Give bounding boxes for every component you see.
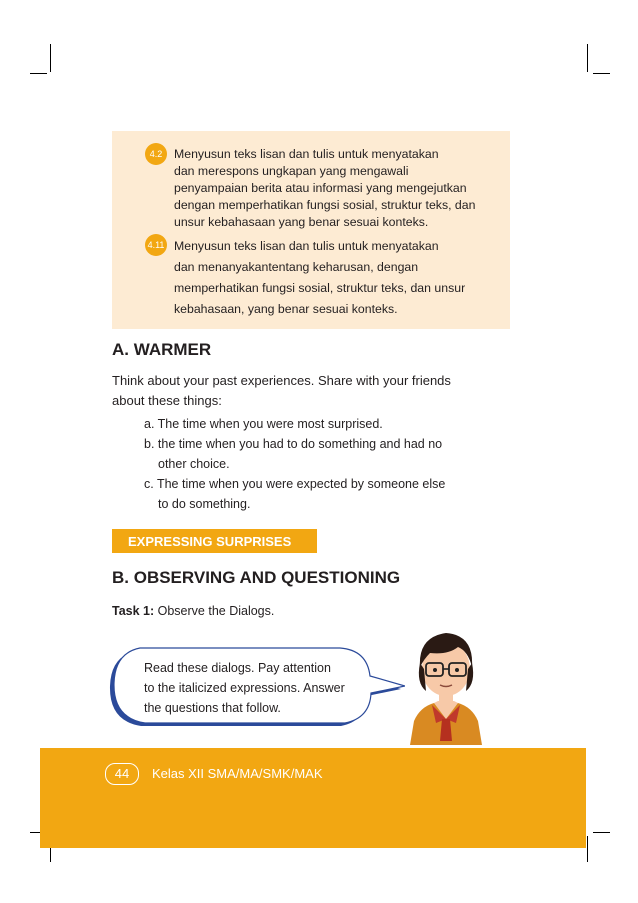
task-instruction [112, 604, 274, 618]
competency-badge: 4.11 [145, 234, 167, 256]
crop-mark [593, 73, 610, 74]
competency-text: Menyusun teks lisan dan tulis untuk menyatakan dan menanyakantentang keharusan, dengan memperhatikan fungsi sosial, struktur teks, dan unsur kebahasaan, yang benar sesuai konteks. [174, 239, 466, 316]
crop-mark [593, 832, 610, 833]
page-number: 44 [105, 763, 139, 785]
teacher-avatar [404, 623, 488, 745]
competency-item [146, 143, 502, 233]
list-item: c. The time when you were expected by someone else [144, 477, 446, 491]
expressing-surprises-label: EXPRESSING SURPRISES [112, 529, 317, 553]
list-item: b. the time when you had to do something and had no [144, 437, 443, 451]
competency-item [146, 234, 502, 324]
competency-box [112, 131, 510, 329]
warmer-intro: Think about your past experiences. Share with your friends about these things: [112, 373, 451, 408]
crop-mark [587, 836, 588, 862]
competency-badge: 4.2 [145, 143, 167, 165]
section-heading-warmer: A. WARMER [112, 340, 212, 359]
task-text: Observe the Dialogs. [154, 604, 275, 618]
page-footer [40, 748, 586, 848]
crop-mark [30, 73, 47, 74]
list-item: other choice. [158, 457, 230, 471]
competency-text: Menyusun teks lisan dan tulis untuk menyatakan dan merespons ungkapan yang mengawali penyampaian berita atau informasi yang mengejutkan dengan memperhatikan fungsi sosial, struktur teks, dan unsur kebahasaan yang benar sesuai konteks. [174, 147, 476, 229]
list-item: a. The time when you were most surprised. [144, 417, 383, 431]
list-item: to do something. [158, 497, 251, 511]
crop-mark [50, 44, 51, 72]
footer-title: Kelas XII SMA/MA/SMK/MAK [152, 766, 323, 781]
warmer-list [144, 414, 445, 514]
section-heading-observing: B. OBSERVING AND QUESTIONING [112, 568, 401, 587]
bubble-text: Read these dialogs. Pay attention to the italicized expressions. Answer the questions that follow. [144, 661, 345, 715]
task-label: Task 1: [112, 604, 155, 618]
crop-mark [587, 44, 588, 72]
